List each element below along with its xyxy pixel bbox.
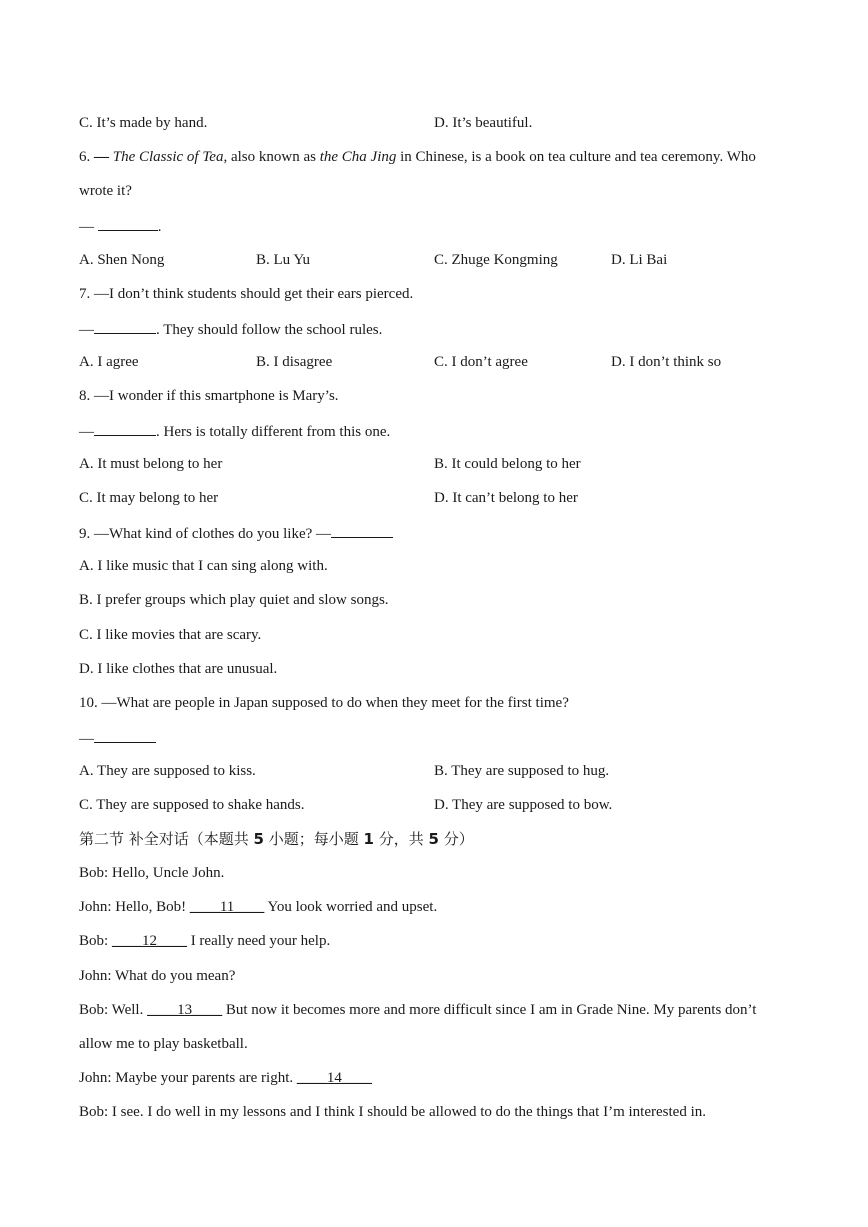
- q6-answer-end: .: [157, 219, 162, 235]
- q7-blank: [94, 318, 156, 334]
- q7-option-d: D. I don’t think so: [611, 354, 722, 370]
- dialogue-line-2: [79, 897, 437, 917]
- q6-number: 6.: [79, 149, 94, 165]
- q6-answer-line: [79, 215, 162, 237]
- q8-option-c: C. It may belong to her: [79, 490, 219, 506]
- q8-option-b: B. It could belong to her: [434, 456, 581, 472]
- q10-option-a: A. They are supposed to kiss.: [79, 763, 256, 779]
- q9-option-a: A. I like music that I can sing along with.: [79, 558, 328, 574]
- dialogue-line-6: allow me to play basketball.: [79, 1036, 248, 1052]
- q5-option-d: D. It’s beautiful.: [434, 115, 533, 131]
- dialogue-line-2-pre: John: Hello, Bob!: [79, 899, 190, 915]
- dialogue-line-4: John: What do you mean?: [79, 968, 236, 984]
- q7-option-a: A. I agree: [79, 354, 139, 370]
- q9-option-d: D. I like clothes that are unusual.: [79, 661, 278, 677]
- dialogue-line-1: Bob: Hello, Uncle John.: [79, 865, 225, 881]
- dialogue-line-5-post: But now it becomes more and more difficult since I am in Grade Nine. My parents don’t: [222, 1002, 757, 1018]
- q6-option-a: A. Shen Nong: [79, 252, 165, 268]
- q7-answer-line: [79, 318, 382, 340]
- q6-stem: [79, 147, 756, 167]
- dialogue-line-7-pre: John: Maybe your parents are right.: [79, 1070, 297, 1086]
- dialogue-line-5: [79, 1000, 756, 1020]
- q6-title-italic-2: the Cha Jing: [319, 149, 397, 165]
- q6-answer-dash: —: [79, 219, 94, 235]
- q9-stem-line: [79, 522, 393, 544]
- section-heading-text-1: 第二节 补全对话（本题共: [79, 830, 254, 848]
- q8-option-a: A. It must belong to her: [79, 456, 223, 472]
- section-heading-text-4: 分）: [438, 830, 474, 848]
- dialogue-line-7: [79, 1068, 372, 1088]
- section-heading-points-total: 5: [428, 830, 439, 848]
- q6-option-d: D. Li Bai: [611, 252, 668, 268]
- section-heading: [79, 829, 474, 849]
- q7-option-b: B. I disagree: [256, 354, 333, 370]
- q6-stem-cont: wrote it?: [79, 183, 132, 199]
- dialogue-line-8: Bob: I see. I do well in my lessons and I think I should be allowed to do the things that I’m interested in.: [79, 1104, 706, 1120]
- q7-answer-dash: —: [79, 322, 94, 338]
- q10-answer-line: [79, 727, 156, 749]
- q6-text-2: in Chinese, is a book on tea culture and tea ceremony. Who: [396, 149, 756, 165]
- q8-answer-end: . Hers is totally different from this one.: [156, 424, 391, 440]
- q10-blank: [94, 727, 156, 743]
- q8-option-d: D. It can’t belong to her: [434, 490, 578, 506]
- q9-option-b: B. I prefer groups which play quiet and slow songs.: [79, 592, 389, 608]
- q9-option-c: C. I like movies that are scary.: [79, 627, 262, 643]
- q9-stem: 9. —What kind of clothes do you like? —: [79, 526, 332, 542]
- q10-option-c: C. They are supposed to shake hands.: [79, 797, 305, 813]
- q9-blank: [331, 522, 393, 538]
- q10-stem: 10. —What are people in Japan supposed to do when they meet for the first time?: [79, 695, 569, 711]
- q7-stem: 7. —I don’t think students should get their ears pierced.: [79, 286, 414, 302]
- section-heading-points-each: 1: [363, 830, 374, 848]
- dialogue-line-3: [79, 931, 330, 951]
- q7-option-c: C. I don’t agree: [434, 354, 528, 370]
- blank-14: ____14____: [296, 1070, 372, 1086]
- q8-blank: [94, 420, 156, 436]
- q8-answer-line: [79, 420, 390, 442]
- section-heading-text-2: 小题；每小题: [263, 830, 364, 848]
- q5-option-c: C. It’s made by hand.: [79, 115, 208, 131]
- dialogue-line-5-pre: Bob: Well.: [79, 1002, 148, 1018]
- q6-dash: —: [94, 149, 109, 165]
- dialogue-line-2-post: You look worried and upset.: [264, 899, 438, 915]
- q10-answer-dash: —: [79, 731, 94, 747]
- q8-answer-dash: —: [79, 424, 94, 440]
- q7-answer-end: . They should follow the school rules.: [156, 322, 383, 338]
- blank-12: ____12____: [111, 933, 187, 949]
- q8-stem: 8. —I wonder if this smartphone is Mary’s.: [79, 388, 339, 404]
- q6-text-1: , also known as: [223, 149, 320, 165]
- q6-option-b: B. Lu Yu: [256, 252, 311, 268]
- blank-11: ____11____: [189, 899, 265, 915]
- blank-13: ____13____: [147, 1002, 223, 1018]
- dialogue-line-3-post: I really need your help.: [186, 933, 331, 949]
- section-heading-count: 5: [253, 830, 264, 848]
- section-heading-text-3: 分，共: [373, 830, 429, 848]
- q6-blank: [98, 215, 158, 231]
- q10-option-b: B. They are supposed to hug.: [434, 763, 610, 779]
- dialogue-line-3-pre: Bob:: [79, 933, 112, 949]
- q6-option-c: C. Zhuge Kongming: [434, 252, 558, 268]
- q6-title-italic-1: The Classic of Tea: [112, 149, 224, 165]
- q10-option-d: D. They are supposed to bow.: [434, 797, 613, 813]
